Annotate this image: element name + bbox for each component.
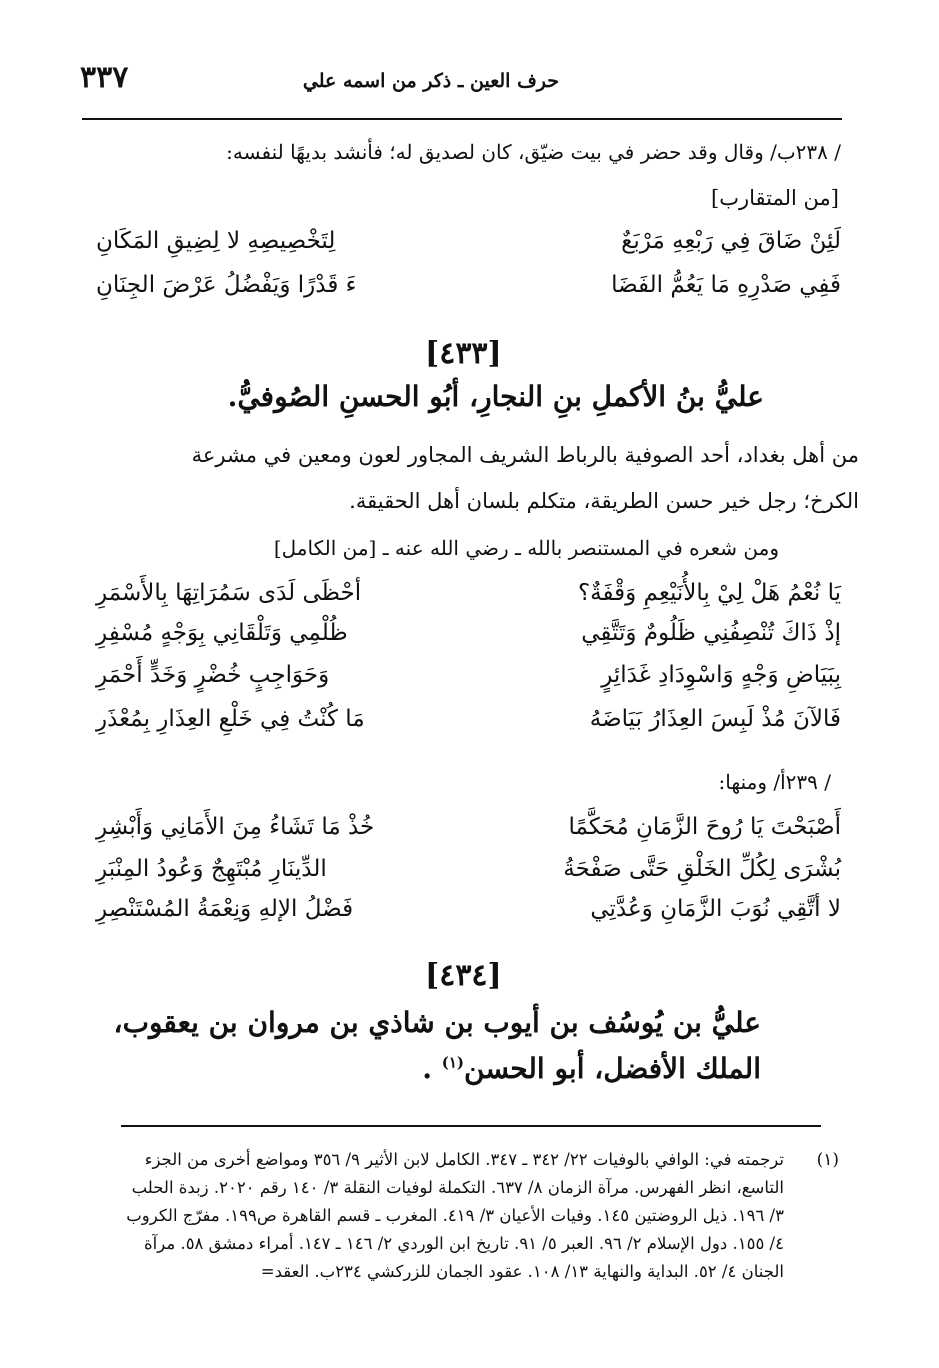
hemistich-right: يَا نُعْمُ هَلْ لِيْ بِالأُنَيْعِمِ وَقْفَةٌ؟ [577,580,841,606]
verse-line [96,272,841,312]
hemistich-left: لِتَخْصِيصِهِ لا لِضِيقِ المَكَانِ [96,228,336,254]
hemistich-right: أَصْبَحْتَ يَا رُوحَ الزَّمَانِ مُحَكَّمًا [568,814,841,840]
verse-line [96,620,841,660]
bio-line: من أهل بغداد، أحد الصوفية بالرباط الشريف المجاور لعون ومعين في مشرعة [191,443,859,467]
hemistich-left: خُذْ مَا تَشَاءُ مِنَ الأَمَانِي وَأَبْشِرِ [96,814,375,840]
hemistich-left: أحْظَى لَدَى سَمُرَاتِهَا بِالأَسْمَرِ [96,580,362,606]
poem-intro: ومن شعره في المستنصر بالله ـ رضي الله عنه ـ [من الكامل] [273,536,779,560]
verse-line [96,706,841,746]
poem-intro: / ٢٣٩أ/ ومنها: [718,770,831,794]
verse-line [96,896,841,936]
verse-line [96,856,841,896]
hemistich-left: ظُلْمِي وَتَلْقَانِي بِوَجْهٍ مُسْفِرِ [96,620,348,646]
entry-title: عليُّ بنُ الأكملِ بنِ النجارِ، أبُو الحسنِ الصُوفيُّ. [227,380,764,413]
entry-title: عليُّ بن يُوسُف بن أيوب بن شاذي بن مروان بن يعقوب، [113,1006,761,1039]
hemistich-right: إذْ ذَاكَ تُنْصِفُنِي ظَلُومٌ وَتَتَّقِي [581,620,841,646]
hemistich-left: الدِّينَارِ مُبْتَهِجٌ وَعُودُ المِنْبَرِ [96,856,327,882]
hemistich-right: بُشْرَى لِكُلِّ الخَلْقِ حَتَّى صَفْحَةُ [563,856,841,882]
footnote-line: الجنان ٤/ ٥٢. البداية والنهاية ١٣/ ١٠٨. عقود الجمان للزركشي ٢٣٤ب. العقد= [260,1262,784,1281]
footnote-number: (١) [816,1150,839,1170]
verse-line [96,814,841,854]
verse-line [96,228,841,268]
hemistich-right: لا أتَّقِي نُوَبَ الزَّمَانِ وَعُدَّتِي [590,896,841,922]
footnote-line: ترجمته في: الوافي بالوفيات ٢٢/ ٣٤٢ ـ ٣٤٧. الكامل لابن الأثير ٩/ ٣٥٦ ومواضع أخرى من الجزء [144,1150,784,1169]
hemistich-right: بِبَيَاضِ وَجْهٍ وَاسْوِدَادِ غَدَائِرٍ [601,662,841,688]
hemistich-left: ءَ قَدْرًا وَيَفْضُلُ عَرْضَ الجِنَانِ [96,272,357,298]
entry-number: [٤٣٤] [425,958,502,993]
intro-line: / ٢٣٨ب/ وقال وقد حضر في بيت ضيّق، كان لصديق له؛ فأنشد بديهًا لنفسه: [226,140,841,164]
header-rule [82,118,842,120]
verse-line [96,580,841,620]
hemistich-left: مَا كُنْتُ فِي خَلْعِ العِذَارِ بِمُعْذَرِ [96,706,365,732]
verse-line [96,662,841,702]
footnote-line: التاسع، انظر الفهرس. مرآة الزمان ٨/ ٦٣٧. التكملة لوفيات النقلة ٣/ ١٤٠ رقم ٢٠٢٠. زبدة الحلب [131,1178,784,1197]
hemistich-right: فَالآنَ مُذْ لَبِسَ العِذَارُ بَيَاضَهُ [589,706,841,732]
footnote-line: ٤/ ١٥٥. دول الإسلام ٢/ ٩٦. العبر ٥/ ٩١. تاريخ ابن الوردي ٢/ ١٤٦ ـ ١٤٧. أمراء دمشق ٥٨. مرآة [144,1234,784,1253]
hemistich-left: وَحَوَاجِبٍ خُضْرٍ وَخَدٍّ أَحْمَرِ [96,662,330,688]
entry-number: [٤٣٣] [425,336,502,371]
page-number: ٣٣٧ [80,60,129,95]
meter-label: [من المتقارب] [711,186,839,210]
hemistich-left: فَضْلُ الإلهِ وَنِعْمَةُ المُسْتَنْصِرِ [96,896,354,922]
footnote-ref[interactable]: (١) [441,1053,465,1072]
hemistich-right: فَفِي صَدْرِهِ مَا يَعُمُّ الفَضَا [611,272,841,298]
footnote-line: ٣/ ١٩٦. ذيل الروضتين ١٤٥. وفيات الأعيان ٣/ ٤١٩. المغرب ـ قسم القاهرة ص١٩٩. مفرّج الكروب [126,1206,784,1225]
bio-line: الكرخ؛ رجل خير حسن الطريقة، متكلم بلسان أهل الحقيقة. [349,489,859,513]
hemistich-right: لَئِنْ ضَاقَ فِي رَبْعِهِ مَرْبَعٌ [621,228,841,254]
footnote-rule [121,1125,821,1127]
running-title: حرف العين ـ ذكر من اسمه علي [302,70,559,92]
biography-text [99,432,859,524]
entry-title-second-line: الملك الأفضل، أبو الحسن$^{(١)}$ . [422,1052,761,1085]
